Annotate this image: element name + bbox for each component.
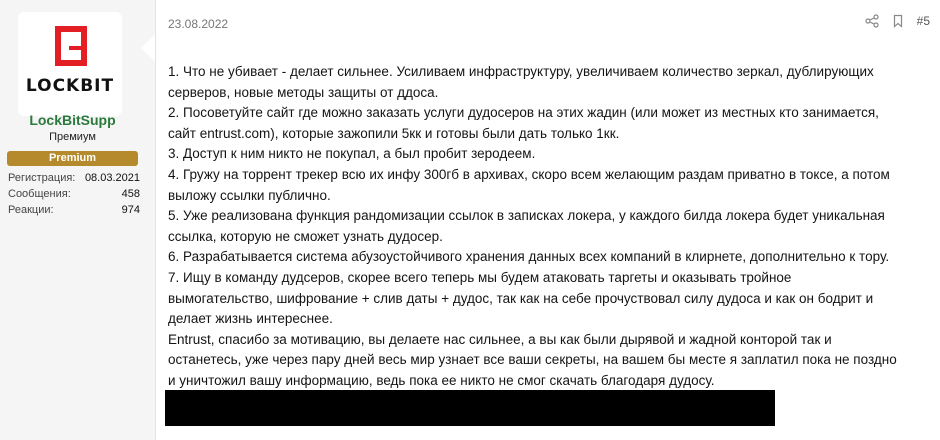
post-line: и уничтожил вашу информацию, ведь пока ее никто не смог скачать благодаря дудосу. [168, 372, 715, 388]
avatar[interactable] [18, 12, 122, 116]
post-line: сайт entrust.com), которые зажопили 5кк и готовы были дать только 1кк. [168, 125, 620, 141]
post-line: вымогательство, шифрование + слив даты + дудос, так как на себе прочуствовал силу дудоса и как он бодрит и [168, 290, 874, 306]
user-title: Премиум [49, 131, 96, 143]
logo-text: LOCKBIT [25, 76, 115, 96]
bookmark-icon[interactable] [891, 14, 905, 28]
stat-label: Сообщения: [8, 188, 71, 200]
post-line: 5. Уже реализована функция рандомизации ссылок в записках локера, у каждого билда локера будет уникальная [168, 208, 885, 224]
premium-badge: Premium [7, 151, 138, 166]
stat-label: Реакции: [8, 204, 54, 216]
message-bubble-arrow [141, 34, 155, 62]
share-icon[interactable] [865, 14, 879, 28]
stat-messages [8, 188, 140, 201]
post-line: 6. Разрабатывается система абузоустойчивого хранения данных всех компаний в клирнете, дополнительно к тору. [168, 249, 890, 265]
username[interactable]: LockBitSupp [29, 112, 116, 128]
post-line: 2. Посоветуйте сайт где можно заказать услуги дудосеров на этих жадин (или может из местных кто занимается, [168, 105, 879, 121]
post-line: серверов, новые методы защиты от ддоса. [168, 84, 439, 100]
stat-label: Регистрация: [8, 172, 76, 184]
post-actions [865, 14, 930, 28]
post-line: ссылка, которую не сможет узнать дудосер. [168, 228, 443, 244]
lockbit-logo-icon [51, 24, 91, 68]
post-line: 7. Ищу в команду дудсеров, скорее всего теперь мы будем атаковать таргеты и оказывать тройное [168, 269, 792, 285]
stat-value[interactable]: 458 [121, 188, 140, 200]
post-line: останетесь, уже через пару дней весь мир узнает все ваши секреты, на вашем бы месте я заплатил пока не поздно [168, 352, 897, 368]
post-header [168, 15, 228, 33]
post-date[interactable]: 23.08.2022 [168, 17, 229, 31]
stat-reactions [8, 204, 140, 217]
stat-registration [8, 172, 140, 185]
stat-value[interactable]: 974 [121, 204, 140, 216]
post-line: выложу ссылки публично. [168, 187, 331, 203]
post-line: 3. Доступ к ним никто не покупал, а был пробит зеродеем. [168, 146, 536, 162]
post-body [168, 62, 920, 392]
post-line: делает жизнь интереснее. [168, 311, 333, 327]
user-sidebar [0, 0, 156, 440]
post-line: 1. Что не убивает - делает сильнее. Усиливаем инфраструктуру, увеличиваем количество зеркал, дублирующих [168, 64, 874, 79]
post-line: Entrust, спасибо за мотивацию, вы делаете нас сильнее, а вы как были дырявой и жадной конторой так и [168, 331, 832, 347]
post-line: 4. Гружу на торрент трекер всю их инфу 300гб в архивах, скоро всем желающим раздам приватно в токсе, а потом [168, 166, 890, 182]
post-number[interactable]: #5 [916, 14, 930, 28]
stat-value: 08.03.2021 [84, 172, 140, 184]
redacted-block [165, 390, 775, 426]
